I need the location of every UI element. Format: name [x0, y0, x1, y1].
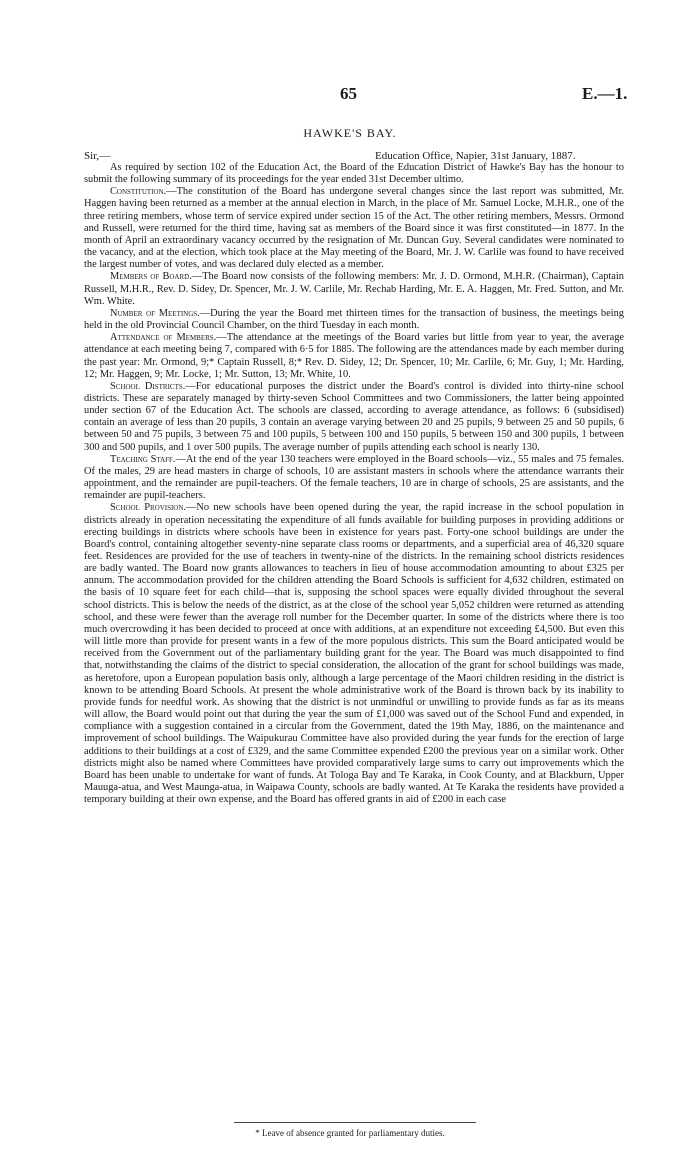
paragraph-intro [84, 162, 624, 186]
paragraph-members [84, 271, 624, 307]
paragraph-school-provision [84, 502, 624, 806]
paragraph-text: —For educational purposes the district under the Board's control is divided into thirty-nine school districts. These are separately managed by thirty-seven School Committees and two Commissioners, the latter being appointed under section 67 of the Education Act. The schools are classed, according to average attendance, as follows: 6 (subsidised) contain an average of less than 20 pupils, 3 contain an average varying between 20 and 25 pupils, 9 between 25 and 50 pupils, 6 between 50 and 75 pupils, 3 between 75 and 100 pupils, 5 between 100 and 150 pupils, 5 between 150 and 300 pupils, 1 between 300 and 500 pupils, and 1 over 500 pupils. The average number of pupils attending each school is nearly 130. [84, 380, 624, 453]
footnote: * Leave of absence granted for parliamentary duties. [255, 1128, 445, 1138]
paragraph-text: —The constitution of the Board has undergone several changes since the last report was submitted, Mr. Haggen having been returned as a member at the annual election in March, in the place of Mr. Samuel Locke, M.H.R., one of the three retiring members, whose term of service expired under section 15 of the Act. The other retiring members, Messrs. Ormond and Russell, were returned for the third time, having sat as members of the Board since it was first constituted—in 1877. In the month of April an extraordinary vacancy occurred by the resignation of Mr. Duncan Guy. Several candidates were nominated to the vacancy, and at the election, which took place at the May meeting of the Board, Mr. J. W. Carlile was found to have received the largest number of votes, and was declared duly elected as a member. [84, 186, 624, 271]
report-code: E.—1. [582, 84, 628, 103]
paragraph-attendance [84, 332, 624, 381]
paragraph-heading: Attendance of Members. [110, 332, 217, 344]
page-number: 65 [340, 84, 357, 103]
report-body [84, 162, 624, 806]
dateline: Education Office, Napier, 31st January, 1887. [375, 150, 576, 162]
paragraph-meetings [84, 308, 624, 332]
paragraph-heading: School Provision. [110, 502, 187, 514]
paragraph-heading: Teaching Staff. [110, 453, 176, 465]
paragraph-teaching-staff [84, 454, 624, 503]
paragraph-text: —The attendance at the meetings of the Board varies but little from year to year, the average attendance at each meeting being 7, compared with 6·5 for 1885. The following are the attendances made by each member during the past year: Mr. Ormond, 9;* Captain Russell, 8;* Rev. D. Sidey, 12; Dr. Spencer, 10; Mr. Carlile, 6; Mr. Guy, 1; Mr. Harding, 12; Mr. Haggen, 9; Mr. Locke, 1; Mr. Sutton, 13; Mr. White, 10. [84, 332, 625, 380]
paragraph-heading: Number of Meetings. [110, 307, 200, 319]
paragraph-text: As required by section 102 of the Education Act, the Board of the Education District of Hawke's Bay has the honour to submit the following summary of its proceedings for the year ended 31st December ultimo. [84, 162, 624, 186]
footnote-divider [234, 1122, 476, 1123]
section-title: HAWKE'S BAY. [303, 126, 397, 140]
salutation: Sir,— [84, 150, 111, 162]
paragraph-heading: Members of Board. [110, 271, 192, 283]
paragraph-heading: School Districts. [110, 380, 186, 392]
paragraph-text: —The Board now consists of the following members: Mr. J. D. Ormond, M.H.R. (Chairman), Captain Russell, M.H.R., Rev. D. Sidey, Dr. Spencer, Mr. J. W. Carlile, Mr. Rechab Harding, Mr. E. A. Haggen, Mr. Fred. Sutton, and Mr. Wm. White. [84, 271, 624, 307]
paragraph-text: —At the end of the year 130 teachers were employed in the Board schools—viz., 55 males and 75 females. Of the males, 29 are head masters in charge of schools, 10 are assistant masters in schools where the attendance warrants their appointment, and the remainder are pupil-teachers. Of the female teachers, 10 are in charge of schools, 25 are assistants, and the remainder are pupil-teachers. [84, 453, 625, 502]
paragraph-heading: Constitution. [110, 186, 167, 198]
paragraph-text: —No new schools have been opened during the year, the rapid increase in the school population in districts already in operation necessitating the expenditure of all funds available for building purposes in providing additions or erecting buildings in districts where schools have been in existence for years past. Forty-one school buildings are under the Board's control, containing altogether seventy-nine separate class rooms or departments, and a superficial area of 46,320 square feet. Residences are provided for the use of teachers in twenty-nine of the districts. In the remaining school districts residences are badly wanted. The Board now grants allowances to teachers in lieu of house accommodation amounting to about £325 per annum. The accommodation provided for the children attending the Board Schools is sufficient for 4,632 children, estimated on the basis of 10 square feet for each child—that is, supposing the school spaces were equally divided throughout the several school districts. This is below the needs of the district, as at the close of the school year 5,052 children were returned as attending school, and these were fewer than the average roll number for the December quarter. In some of the districts where there is too much overcrowding it has been decided to proceed at once with additions, at an expenditure not exceeding £4,500. But even this will little more than provide for present wants in a few of the more populous districts. This sum the Board anticipated would be received from the Government out of the parliamentary building grant for the year. The Board was much disappointed to find that, notwithstanding the claims of the district to special consideration, the allocation of the grant for school buildings was made, as heretofore, upon a European population basis only, although a large percentage of the Maori children residing in the district is known to be attending Board Schools. At present the whole administrative work of the Board is thrown back by its inability to provide funds for needful work. As showing that the district is not unmindful or unwilling to provide funds as far as its means will allow, the Board would point out that during the year the sum of £1,000 was saved out of the School Fund and expended, in compliance with a suggestion contained in a circular from the Government, dated the 19th May, 1886, on the maintenance and improvement of school buildings. The Waipukurau Committee have also provided during the year funds for the erection of large additions to their buildings at a cost of £329, and the same Committee expended £200 the previous year on a similar work. Other districts might also be named where Committees have provided comparatively large sums to carry out improvements which the Board has been unable to undertake for want of funds. At Tologa Bay and Te Karaka, in Cook County, and at Blackburn, Upper Mauuga-atua, and West Maunga-atua, in Waipawa County, schools are badly wanted. At Te Karaka the residents have provided a temporary building at their own expense, and the Board has offered grants in aid of £200 in each case [84, 502, 624, 806]
paragraph-text: —During the year the Board met thirteen times for the transaction of business, the meetings being held in the old Provincial Council Chamber, on the third Tuesday in each month. [84, 307, 624, 332]
paragraph-constitution [84, 186, 624, 271]
paragraph-school-districts [84, 381, 624, 454]
